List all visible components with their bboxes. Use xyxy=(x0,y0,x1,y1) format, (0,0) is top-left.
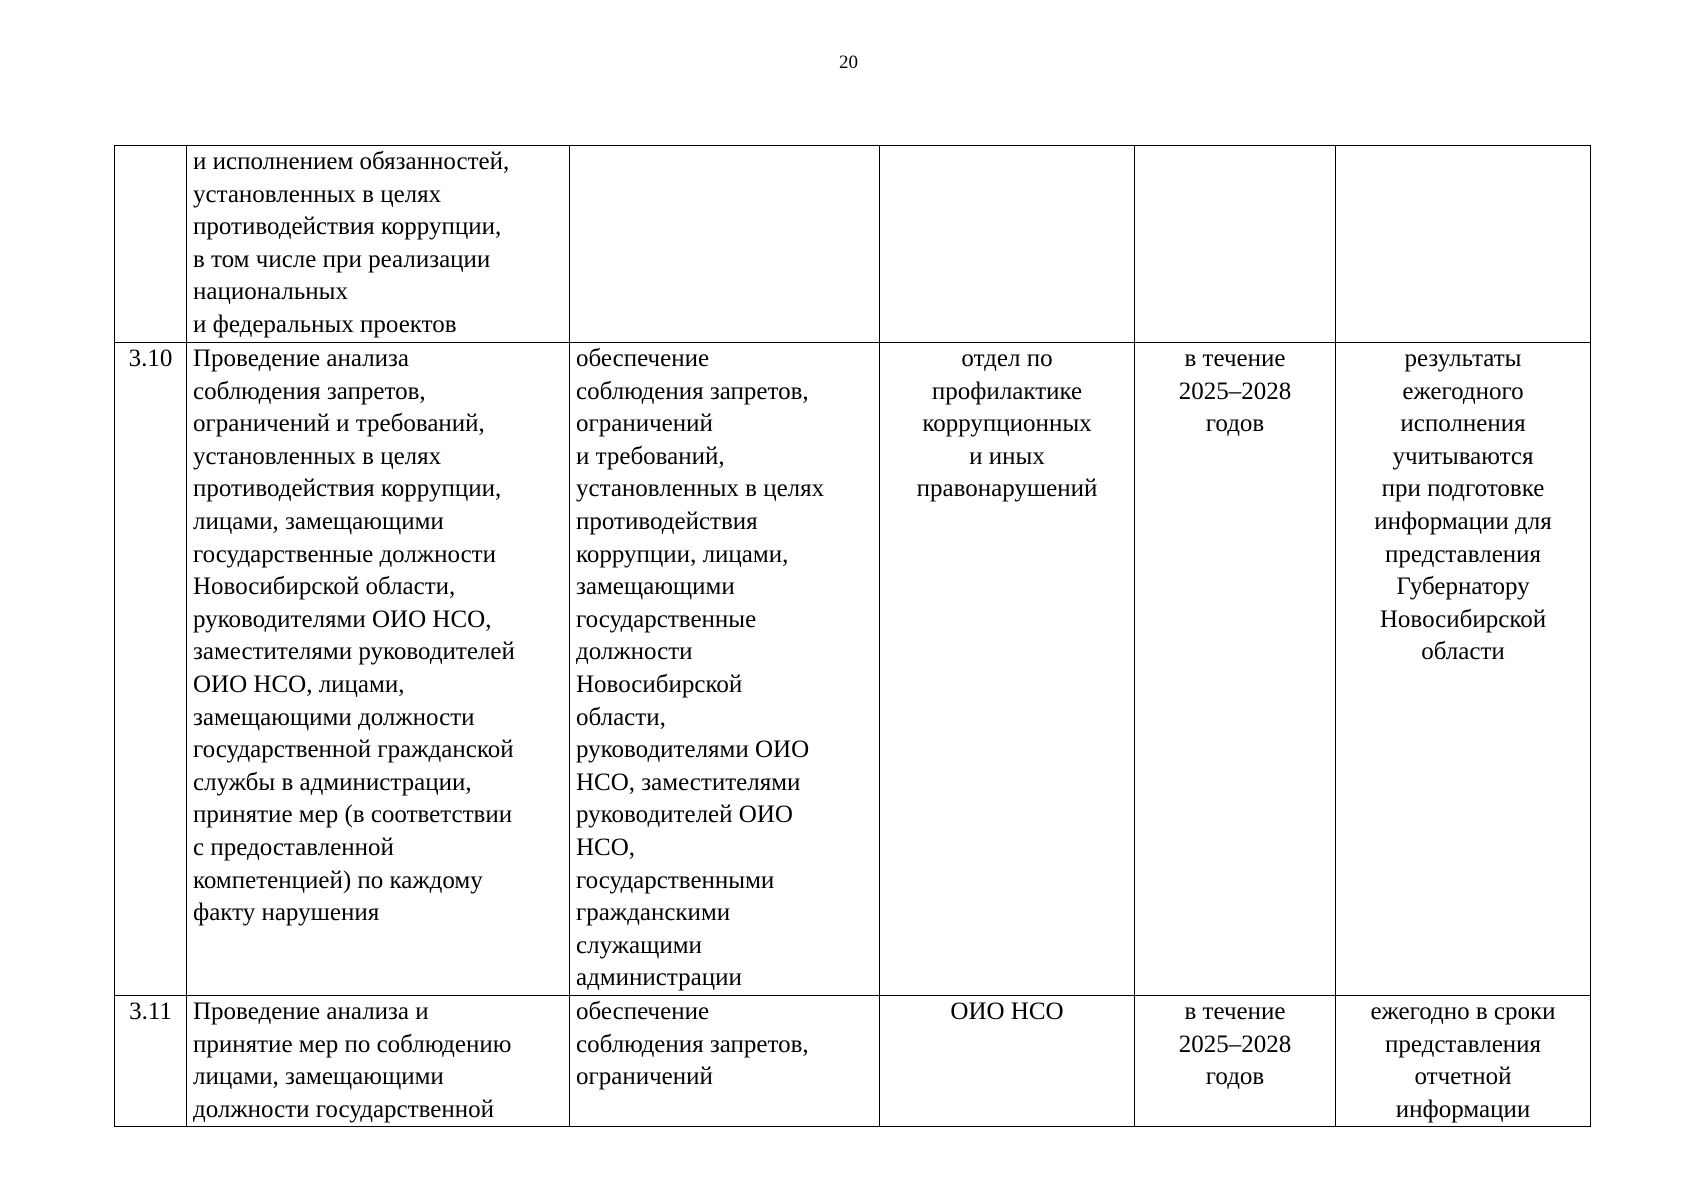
term-cell xyxy=(1135,146,1336,343)
measure-cell: Проведение анализа соблюдения запретов, ограничений и требований, установленных в целях противодействия коррупции, лицами, замещающими государственные должности Новосибирской области, руководителями ОИО НСО, заместителями руководителей ОИО НСО, лицами, замещающими должности государственной гражданской службы в администрации, принятие мер (в соответствии с предоставленной компетенцией) по каждому факту нарушения xyxy=(187,343,570,996)
row-number-cell: 3.11 xyxy=(115,996,187,1127)
table-row xyxy=(115,343,1591,996)
result-cell: результаты ежегодного исполнения учитываются при подготовке информации для представления Губернатору Новосибирской области xyxy=(1336,343,1591,996)
responsible-cell: отдел по профилактике коррупционных и иных правонарушений xyxy=(880,343,1135,996)
measure-cell: Проведение анализа и принятие мер по соблюдению лицами, замещающими должности государственной xyxy=(187,996,570,1127)
measure-cell: и исполнением обязанностей, установленных в целях противодействия коррупции, в том числе при реализации национальных и федеральных проектов xyxy=(187,146,570,343)
goal-cell: обеспечение соблюдения запретов, ограничений xyxy=(570,996,880,1127)
goal-cell xyxy=(570,146,880,343)
term-cell: в течение 2025–2028 годов xyxy=(1135,343,1336,996)
responsible-cell xyxy=(880,146,1135,343)
row-number-cell: 3.10 xyxy=(115,343,187,996)
goal-cell: обеспечение соблюдения запретов, ограничений и требований, установленных в целях противодействия коррупции, лицами, замещающими государственные должности Новосибирской области, руководителями ОИО НСО, заместителями руководителей ОИО НСО, государственными гражданскими служащими администрации xyxy=(570,343,880,996)
result-cell xyxy=(1336,146,1591,343)
term-cell: в течение 2025–2028 годов xyxy=(1135,996,1336,1127)
table-row xyxy=(115,146,1591,343)
row-number-cell xyxy=(115,146,187,343)
page-number: 20 xyxy=(839,52,858,73)
responsible-cell: ОИО НСО xyxy=(880,996,1135,1127)
measures-table xyxy=(114,145,1591,1127)
result-cell: ежегодно в сроки представления отчетной информации xyxy=(1336,996,1591,1127)
table-row xyxy=(115,996,1591,1127)
